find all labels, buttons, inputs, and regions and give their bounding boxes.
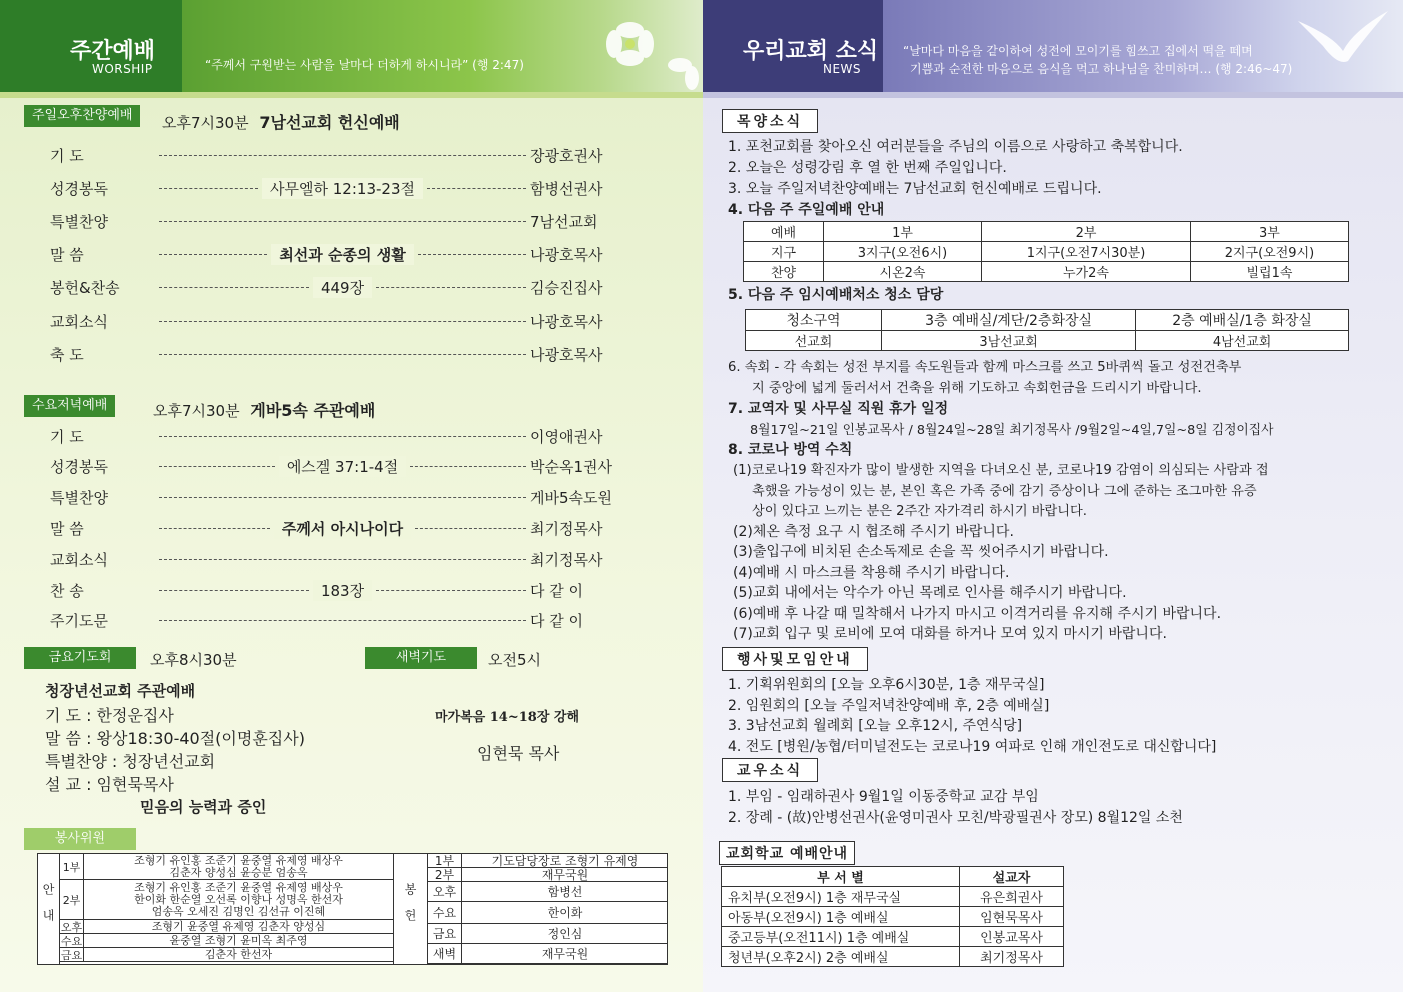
wednesday-title: 게바5속 주관예배 xyxy=(250,401,376,420)
sunday-role: 성경봉독 xyxy=(50,179,108,198)
sunday-role: 기 도 xyxy=(50,146,84,165)
sunday-row xyxy=(50,309,660,333)
wednesday-role: 성경봉독 xyxy=(50,458,108,477)
sunday-person: 나광호목사 xyxy=(530,312,603,331)
sunday-role: 봉헌&찬송 xyxy=(50,279,120,298)
friday-time: 오후8시30분 xyxy=(150,651,237,669)
guide-service: 2부 xyxy=(60,880,84,919)
dawn-who: 임현묵 목사 xyxy=(477,744,560,763)
offering-service: 수요 xyxy=(428,902,462,923)
dash-leader xyxy=(159,436,526,437)
worship-td: 3지구(오전6시) xyxy=(824,242,982,262)
sunday-person: 장광호권사 xyxy=(530,146,603,165)
guide-names: 김춘자 한선자 xyxy=(204,947,273,961)
covid-4: (4)예배 시 마스크를 착용해 주시기 바랍니다. xyxy=(733,565,1010,581)
worship-header xyxy=(0,0,703,92)
news-quote-2: 기쁨과 순전한 마음으로 음식을 먹고 하나님을 찬미하며… (행 2:46~47) xyxy=(910,62,1293,76)
volunteers-tag: 봉사위원 xyxy=(24,828,136,850)
friday-sermon: 믿음의 능력과 증인 xyxy=(140,798,267,816)
sunday-detail: 사무엘하 12:13-23절 xyxy=(262,178,423,199)
covid-3: (3)출입구에 비치된 손소독제로 손을 꼭 씻어주시기 바랍니다. xyxy=(733,544,1109,560)
friday-line-2: 말 씀 : 왕상18:30-40절(이명훈집사) xyxy=(45,729,305,748)
sunday-row xyxy=(50,209,660,233)
sunday-time: 오후7시30분 xyxy=(162,114,249,132)
dash-leader xyxy=(159,254,267,255)
news-p5: 5. 다음 주 임시예배처소 청소 담당 xyxy=(728,287,944,303)
cleaning-td: 3남선교회 xyxy=(882,331,1136,351)
friday-line-4: 설 교 : 임현묵목사 xyxy=(45,775,174,794)
offering-row xyxy=(428,902,668,924)
covid-7: (7)교회 입구 및 로비에 모여 대화를 하거나 모여 있지 마시기 바랍니다. xyxy=(733,626,1167,642)
news-subtitle: NEWS xyxy=(823,62,862,76)
news-p1: 1. 포천교회를 찾아오신 여러분들을 주님의 이름으로 사랑하고 축복합니다. xyxy=(728,139,1183,155)
wednesday-detail: 183장 xyxy=(313,580,372,601)
guide-row xyxy=(60,880,393,920)
covid-1b: 촉했을 가능성이 있는 분, 본인 혹은 가족 중에 감기 증상이나 그에 준하는 조그마한 유증 xyxy=(752,484,1257,499)
friday-tag: 금요기도회 xyxy=(24,647,136,669)
event-2: 2. 임원회의 [오늘 주일저녁찬양예배 후, 2층 예배실] xyxy=(728,698,1050,714)
guide-label: 안내 xyxy=(38,854,60,964)
sunday-person: 함병선권사 xyxy=(530,179,603,198)
cleaning-table xyxy=(745,309,1349,351)
dash-leader xyxy=(415,528,526,529)
guide-service: 금요 xyxy=(60,948,83,962)
wednesday-person: 다 같 이 xyxy=(530,612,584,631)
offering-names: 함병선 xyxy=(547,885,583,899)
school-dept: 유치부(오전9시) 1층 재무국실 xyxy=(722,887,960,907)
worship-th: 1부 xyxy=(824,222,982,242)
sunday-person: 7남선교회 xyxy=(530,212,598,231)
wednesday-row xyxy=(50,424,660,448)
event-1: 1. 기획위원회의 [오늘 오후6시30분, 1층 재무국실] xyxy=(728,677,1045,693)
offering-label: 봉헌 xyxy=(393,854,428,964)
news-header xyxy=(703,0,1403,92)
dash-leader xyxy=(159,497,526,498)
school-heading: 교회학교 예배안내 xyxy=(719,841,855,865)
wednesday-tag: 수요저녁예배 xyxy=(24,395,115,417)
event-4: 4. 전도 [병원/농협/터미널전도는 코로나19 여파로 인해 개인전도로 대신합니다] xyxy=(728,739,1217,755)
news-title: 우리교회 소식 xyxy=(743,39,879,64)
wednesday-role: 찬 송 xyxy=(50,581,84,600)
worship-quote: “주께서 구원받는 사람을 날마다 더하게 하시니라” (행 2:47) xyxy=(205,58,524,72)
wednesday-role: 특별찬양 xyxy=(50,489,108,508)
school-dept: 중고등부(오전11시) 1층 예배실 xyxy=(722,927,960,947)
school-th: 설교자 xyxy=(960,867,1064,887)
wednesday-role: 교회소식 xyxy=(50,550,108,569)
members-heading: 교우소식 xyxy=(722,758,818,782)
dash-leader xyxy=(159,466,275,467)
school-dept: 청년부(오후2시) 2층 예배실 xyxy=(722,947,960,967)
offering-row xyxy=(428,882,668,902)
offering-names: 재무국원 xyxy=(541,868,589,882)
guide-names: 김춘자 양성심 윤승분 엄송옥 xyxy=(169,865,308,879)
events-heading: 행사및모임안내 xyxy=(722,647,868,671)
news-quote-1: “날마다 마음을 같이하여 성전에 모이기를 힘쓰고 집에서 떡을 떼며 xyxy=(903,44,1253,58)
cleaning-td: 4남선교회 xyxy=(1136,331,1349,351)
sunday-detail: 최선과 순종의 생활 xyxy=(271,244,413,265)
covid-1c: 상이 있다고 느끼는 분은 2주간 자가격리 하시기 바랍니다. xyxy=(752,504,1087,519)
school-preacher: 최기정목사 xyxy=(960,947,1064,967)
sunday-row xyxy=(50,243,660,267)
guide-row xyxy=(60,934,393,948)
cleaning-td: 선교회 xyxy=(746,331,882,351)
school-dept: 아동부(오전9시) 1층 예배실 xyxy=(722,907,960,927)
guide-names: 엄송옥 오세진 김명인 김선규 이진혜 xyxy=(151,904,326,918)
dash-leader xyxy=(410,466,526,467)
school-preacher: 유은희권사 xyxy=(960,887,1064,907)
member-1: 1. 부임 - 임래하권사 9월1일 이동중학교 교감 부임 xyxy=(728,789,1039,805)
guide-names: 윤중열 조형기 윤미옥 최주영 xyxy=(169,933,308,947)
wednesday-role: 주기도문 xyxy=(50,612,108,631)
covid-6: (6)예배 후 나갈 때 밀착해서 나가지 마시고 이격거리를 유지해 주시기 바랍니다. xyxy=(733,606,1222,622)
sunday-row xyxy=(50,143,660,167)
worship-td: 2지구(오전9시) xyxy=(1190,242,1348,262)
dash-leader xyxy=(376,590,526,591)
guide-names: 조형기 윤중열 유제영 김춘자 양성심 xyxy=(151,919,326,933)
wednesday-detail: 주께서 아시나이다 xyxy=(274,518,411,539)
offering-row xyxy=(428,924,668,944)
offering-names: 정인심 xyxy=(547,927,583,941)
guide-names: 한이화 한순열 오선록 이향나 성명옥 한선자 xyxy=(134,892,343,906)
wednesday-person: 게바5속도원 xyxy=(530,489,612,508)
offering-names: 재무국원 xyxy=(541,947,589,961)
worship-td: 찬양 xyxy=(744,262,824,282)
wednesday-person: 이영애권사 xyxy=(530,427,603,446)
sunday-title: 7남선교회 헌신예배 xyxy=(259,113,400,132)
school-preacher: 인봉교목사 xyxy=(960,927,1064,947)
sunday-detail: 449장 xyxy=(313,277,372,298)
offering-service: 오후 xyxy=(428,882,462,901)
cleaning-th: 2층 예배실/1층 화장실 xyxy=(1136,310,1349,331)
offering-names: 기도담당장로 조형기 유제영 xyxy=(491,854,639,868)
news-p7: 7. 교역자 및 사무실 직원 휴가 일정 xyxy=(728,401,949,417)
sunday-tag: 주일오후찬양예배 xyxy=(24,105,140,127)
event-3: 3. 3남선교회 월례회 [오늘 오후12시, 주연식당] xyxy=(728,718,1023,734)
volunteers-box xyxy=(37,853,668,965)
news-p6a: 6. 속회 - 각 속회는 성전 부지를 속도원들과 함께 마스크를 쓰고 5바퀴씩 돌고 성전건축부 xyxy=(728,360,1242,375)
worship-th: 예배 xyxy=(744,222,824,242)
cleaning-th: 3층 예배실/계단/2층화장실 xyxy=(882,310,1136,331)
dash-leader xyxy=(159,221,526,222)
dawn-time: 오전5시 xyxy=(488,651,542,669)
dash-leader xyxy=(159,354,526,355)
offering-row xyxy=(428,868,668,882)
worship-th: 3부 xyxy=(1190,222,1348,242)
wednesday-person: 최기정목사 xyxy=(530,550,603,569)
wednesday-detail: 에스겔 37:1-4절 xyxy=(279,456,406,477)
friday-title: 청장년선교회 주관예배 xyxy=(45,682,196,700)
sunday-role: 말 씀 xyxy=(50,246,84,265)
school-th: 부 서 별 xyxy=(722,867,960,887)
wednesday-person: 다 같 이 xyxy=(530,581,584,600)
dash-leader xyxy=(159,321,526,322)
dash-leader xyxy=(159,188,258,189)
covid-1a: (1)코로나19 확진자가 많이 발생한 지역을 다녀오신 분, 코로나19 감염이 의심되는 사람과 접 xyxy=(733,463,1269,478)
dash-leader xyxy=(159,620,526,621)
sunday-row xyxy=(50,276,660,300)
wednesday-person: 박순옥1권사 xyxy=(530,458,612,477)
guide-service: 1부 xyxy=(60,854,84,879)
dash-leader xyxy=(376,287,526,288)
news-p2: 2. 오늘은 성령강림 후 열 한 번째 주일입니다. xyxy=(728,160,1007,176)
sunday-row xyxy=(50,176,660,200)
dash-leader xyxy=(159,590,309,591)
guide-service: 수요 xyxy=(60,934,83,948)
sunday-person: 나광호목사 xyxy=(530,246,603,265)
covid-5: (5)교회 내에서는 악수가 아닌 목례로 인사를 해주시기 바랍니다. xyxy=(733,585,1127,601)
friday-line-3: 특별찬양 : 청장년선교회 xyxy=(45,752,216,771)
guide-names: 조형기 유인홍 조준기 윤중열 유제영 배상우 xyxy=(134,853,343,867)
dawn-tag: 새벽기도 xyxy=(365,647,477,669)
guide-names: 조형기 유인홍 조준기 윤중열 유제영 배상우 xyxy=(134,880,343,894)
wednesday-row xyxy=(50,609,660,633)
news-p3: 3. 오늘 주일저녁찬양예배는 7남선교회 헌신예배로 드립니다. xyxy=(728,181,1102,197)
news-p8: 8. 코로나 방역 수칙 xyxy=(728,442,853,458)
offering-service: 2부 xyxy=(428,868,462,881)
news-p4: 4. 다음 주 주일예배 안내 xyxy=(728,202,885,218)
member-2: 2. 장례 - (故)안병선권사(윤영미권사 모친/박광필권사 장모) 8월12일 소천 xyxy=(728,810,1183,826)
guide-row xyxy=(60,948,393,962)
sunday-role: 교회소식 xyxy=(50,312,108,331)
cleaning-th: 청소구역 xyxy=(746,310,882,331)
sunday-row xyxy=(50,342,660,366)
wednesday-role: 기 도 xyxy=(50,427,84,446)
offering-row xyxy=(428,944,668,964)
news-p7b: 8월17일~21일 인봉교목사 / 8월24일~28일 최기정목사 /9월2일~4일,7일~8일 김정이집사 xyxy=(750,423,1274,438)
covid-2: (2)체온 측정 요구 시 협조해 주시기 바랍니다. xyxy=(733,524,1014,540)
dawn-text: 마가복음 14~18장 강해 xyxy=(435,710,580,725)
news-p6b: 지 중앙에 넓게 둘러서서 건축을 위해 기도하고 속회헌금을 드리시기 바랍니다. xyxy=(752,381,1202,396)
offering-service: 새벽 xyxy=(428,944,462,963)
offering-names: 한이화 xyxy=(547,906,583,920)
guide-row xyxy=(60,920,393,934)
wednesday-row xyxy=(50,455,660,479)
guide-row xyxy=(60,854,393,880)
dash-leader xyxy=(159,155,526,156)
worship-td: 누가2속 xyxy=(982,262,1191,282)
dash-leader xyxy=(418,254,526,255)
worship-title: 주간예배 xyxy=(70,39,156,64)
worship-table xyxy=(743,221,1349,282)
pastoral-heading: 목양소식 xyxy=(722,109,818,133)
wednesday-row xyxy=(50,547,660,571)
guide-service: 오후 xyxy=(60,920,83,934)
wednesday-row xyxy=(50,486,660,510)
friday-line-1: 기 도 : 한정운집사 xyxy=(45,706,174,725)
wednesday-heading xyxy=(153,398,375,421)
wednesday-row xyxy=(50,578,660,602)
worship-td: 빌립1속 xyxy=(1190,262,1348,282)
sunday-person: 김승진집사 xyxy=(530,279,603,298)
flower-icon xyxy=(560,0,710,92)
dash-leader xyxy=(159,287,309,288)
wednesday-role: 말 씀 xyxy=(50,519,84,538)
sunday-role: 특별찬양 xyxy=(50,212,108,231)
sunday-role: 축 도 xyxy=(50,345,84,364)
worship-td: 1지구(오전7시30분) xyxy=(982,242,1191,262)
dash-leader xyxy=(159,559,526,560)
worship-subtitle: WORSHIP xyxy=(92,62,153,76)
dash-leader xyxy=(159,528,270,529)
offering-service: 1부 xyxy=(428,854,462,867)
wednesday-person: 최기정목사 xyxy=(530,519,603,538)
wednesday-time: 오후7시30분 xyxy=(153,402,240,420)
school-table xyxy=(721,866,1064,967)
school-preacher: 임현묵목사 xyxy=(960,907,1064,927)
offering-service: 금요 xyxy=(428,924,462,943)
sunday-person: 나광호목사 xyxy=(530,345,603,364)
dash-leader xyxy=(427,188,526,189)
worship-th: 2부 xyxy=(982,222,1191,242)
worship-td: 시온2속 xyxy=(824,262,982,282)
bird-icon xyxy=(1293,6,1393,86)
sunday-heading xyxy=(162,110,400,133)
wednesday-row xyxy=(50,516,660,540)
worship-td: 지구 xyxy=(744,242,824,262)
